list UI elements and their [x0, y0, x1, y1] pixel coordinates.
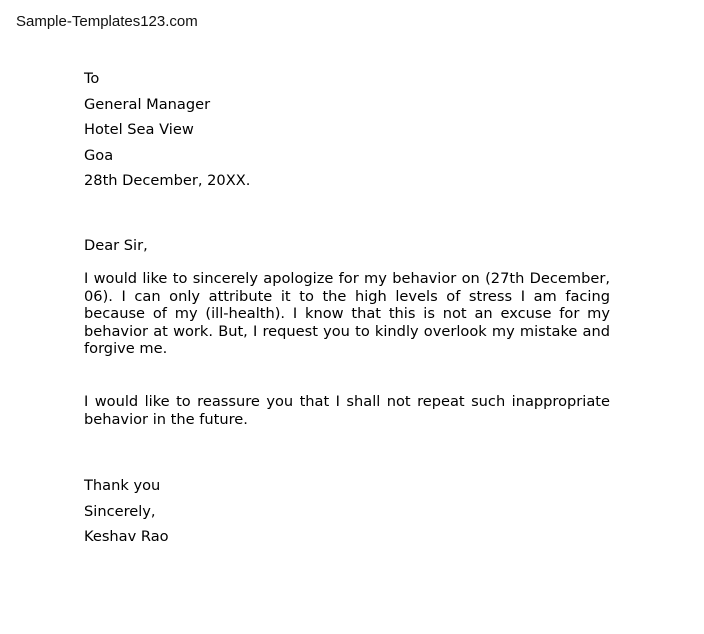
closing-signoff: Sincerely,: [84, 503, 156, 520]
recipient-company: Hotel Sea View: [84, 121, 194, 138]
sender-name: Keshav Rao: [84, 528, 169, 545]
closing-thanks: Thank you: [84, 477, 161, 494]
recipient-title: General Manager: [84, 96, 211, 113]
site-watermark: Sample-Templates123.com: [16, 13, 198, 30]
letter-date: 28th December, 20XX.: [84, 172, 251, 189]
recipient-city: Goa: [84, 147, 114, 164]
salutation: Dear Sir,: [84, 237, 148, 254]
recipient-to: To: [84, 70, 100, 87]
body-paragraph-apology: I would like to sincerely apologize for my behavior on (27th December, 06). I can only attribute it to the high levels of stress I am facing because of my (ill-health). I know that this is not an excuse for my behavior at work. But, I request you to kindly overlook my mistake and forgive me.: [84, 270, 610, 358]
body-paragraph-reassurance: I would like to reassure you that I shall not repeat such inappropriate behavior in the future.: [84, 393, 610, 428]
